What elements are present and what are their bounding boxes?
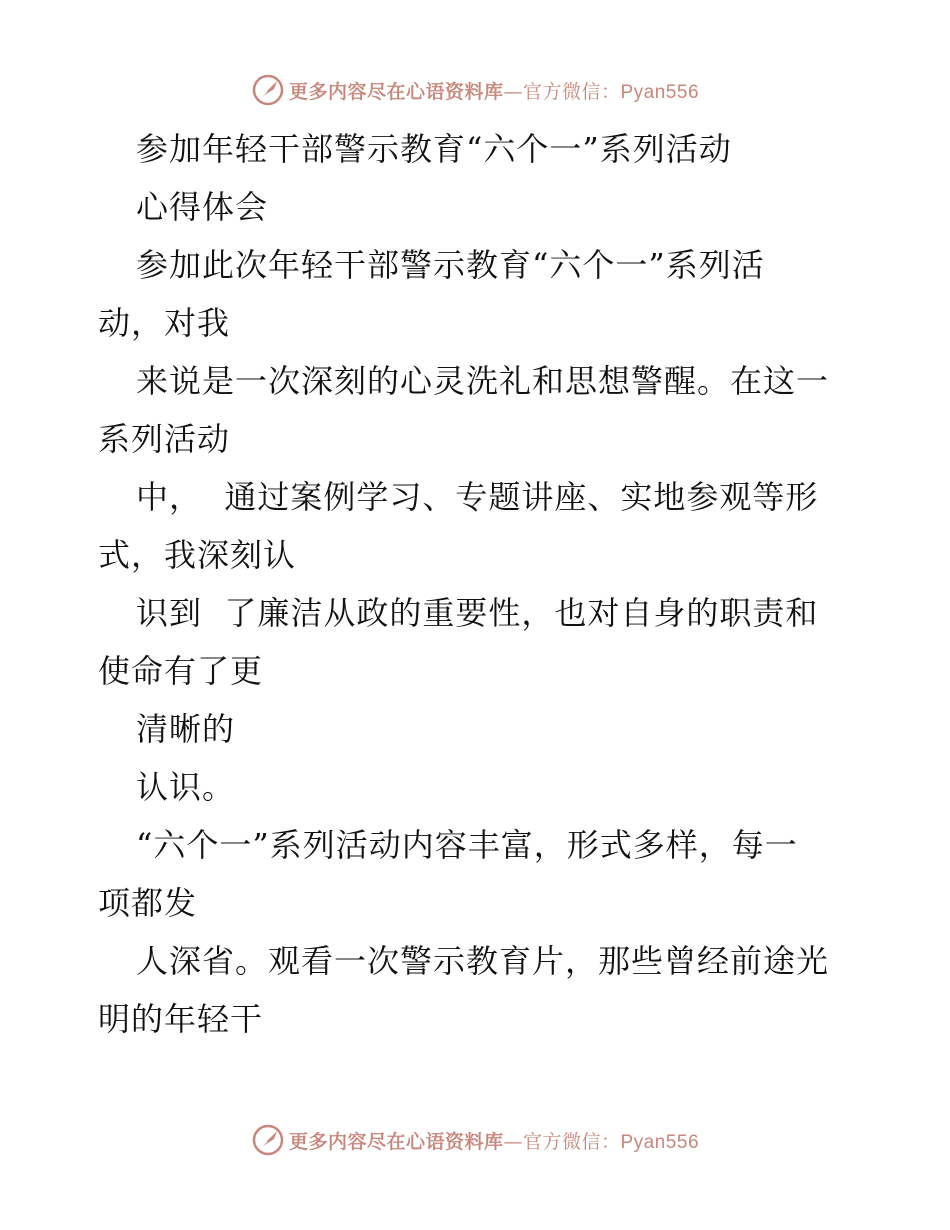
watermark-dash: — [503, 80, 523, 103]
watermark-text: 更多内容尽在心语资料库 [288, 1130, 504, 1153]
paragraph-line: 明的年轻干 [98, 1000, 264, 1038]
paragraph-line: 认识。 [136, 768, 236, 806]
document-subtitle: 心得体会 [136, 188, 269, 226]
watermark-dash: — [503, 1130, 523, 1153]
paragraph-line: 识到 了廉洁从政的重要性，也对自身的职责和 [136, 594, 819, 632]
bottom-watermark-banner [0, 1120, 950, 1160]
document-title: 参加年轻干部警示教育“六个一”系列活动 [136, 130, 732, 168]
paragraph-line: 清晰的 [136, 710, 236, 748]
document-body [98, 120, 858, 1048]
paragraph-line: 项都发 [98, 884, 198, 922]
paragraph-line: 系列活动 [98, 420, 231, 458]
paragraph-line: 来说是一次深刻的心灵洗礼和思想警醒。在这一 [136, 362, 830, 400]
watermark-wechat: 官方微信：Pyan556 [523, 1131, 700, 1153]
paragraph-line: 中， 通过案例学习、专题讲座、实地参观等形 [136, 478, 819, 516]
quill-logo-icon [251, 1123, 285, 1157]
top-watermark-banner [0, 70, 950, 110]
paragraph-line: 参加此次年轻干部警示教育“六个一”系列活 [136, 246, 765, 284]
paragraph-line: 动，对我 [98, 304, 231, 342]
quill-logo-icon [251, 73, 285, 107]
watermark-wechat: 官方微信：Pyan556 [523, 81, 700, 103]
paragraph-line: “六个一”系列活动内容丰富，形式多样，每一 [136, 826, 798, 864]
paragraph-line: 使命有了更 [98, 652, 264, 690]
paragraph-line: 人深省。观看一次警示教育片，那些曾经前途光 [136, 942, 830, 980]
watermark-text: 更多内容尽在心语资料库 [288, 80, 504, 103]
paragraph-line: 式，我深刻认 [98, 536, 297, 574]
